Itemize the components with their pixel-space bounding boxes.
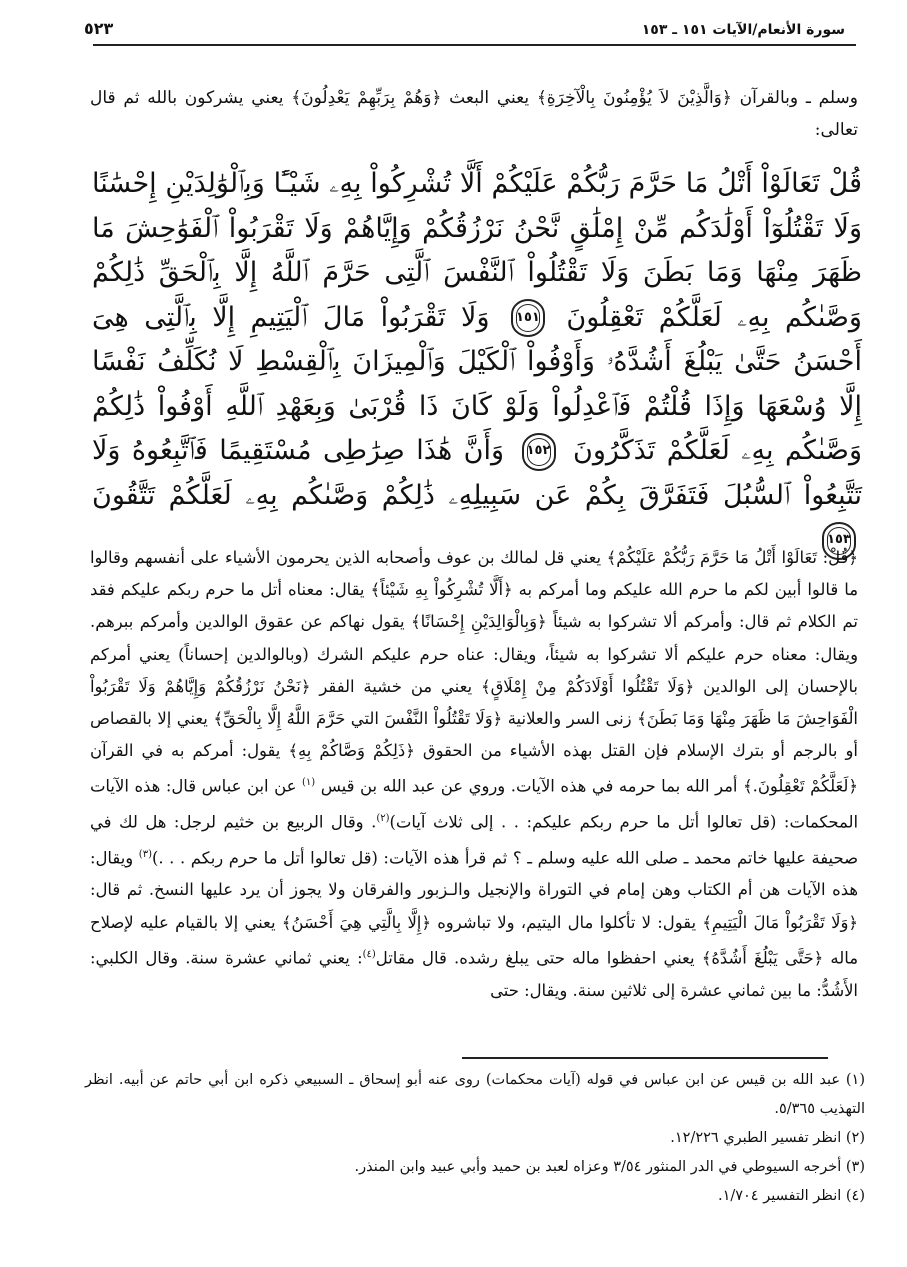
page-number: ٥٢٣ — [84, 19, 114, 38]
footnote-3: (٣) أخرجه السيوطي في الدر المنثور ٣/٥٤ وعزاه لعبد بن حميد وأبي عبيد وابن المنذر. — [354, 1159, 865, 1175]
page-header — [70, 12, 845, 38]
intro-paragraph: وسلم ـ وبالقرآن ﴿وَالَّذِيْنَ لاَ يُؤْمِنُونَ بِالْآخِرَةِ﴾ يعني البعث ﴿وَهُمْ بِرَبِّهِمْ يَعْدِلُونَ﴾ يعني يشركون بالله ثم قال تعالى: — [90, 88, 858, 140]
verse-number: ١٥١ — [516, 309, 540, 325]
commentary-paragraph — [90, 542, 858, 1007]
commentary-text: . وقال الربيع بن خثيم لرجل: هل لك في صحيفة عليها خاتم محمد ـ صلى الله عليه وسلم ـ ؟ ثم قرأ هذه الآيات: (قل تعالوا أتل ما حرم ربكم . . .) — [90, 812, 858, 868]
footnote-2: (٢) انظر تفسير الطبري ١٢/٢٢٦. — [670, 1130, 865, 1146]
commentary-text: : يعني ثماني عشرة سنة. وقال الكلبي: الأَشُدُّ: ما بين ثماني عشرة إلى ثلاثين سنة. ويقال: حتى — [90, 948, 858, 1000]
footnote-ref[interactable]: (٤) — [362, 948, 376, 960]
verse-number-marker — [522, 433, 556, 471]
verse-152-text: وَلَا تَقْرَبُواْ مَالَ ٱلْيَتِيمِ إِلَّا بِٱلَّتِى هِىَ أَحْسَنُ حَتَّىٰ يَبْلُغَ أَشُدَّهُۥ وَأَوْفُواْ ٱلْكَيْلَ وَٱلْمِيزَانَ بِٱلْقِسْطِ لَا نُكَلِّفُ نَفْسًا إِلَّا وُسْعَهَا وَإِذَا قُلْتُمْ فَٱعْدِلُواْ وَلَوْ كَانَ ذَا قُرْبَىٰ وَبِعَهْدِ ٱللَّهِ أَوْفُواْ ذَٰلِكُمْ وَصَّىٰكُم بِهِۦ لَعَلَّكُمْ تَذَكَّرُونَ — [92, 301, 862, 466]
footnote-ref[interactable]: (٢) — [376, 813, 390, 825]
footnote-1: (١) عبد الله بن قيس عن ابن عباس في قوله (آيات محكمات) روى عنه أبو إسحاق ـ السبيعي ذكره ابن أبي حاتم عن أبيه. انظر التهذيب ٥/٣٦٥. — [85, 1072, 865, 1117]
tafsir-commentary — [90, 542, 858, 1007]
footnote-divider — [462, 1057, 828, 1059]
verse-153-text: وَأَنَّ هَٰذَا صِرَٰطِى مُسْتَقِيمًا فَٱتَّبِعُوهُ وَلَا تَتَّبِعُواْ ٱلسُّبُلَ فَتَفَرَّقَ بِكُمْ عَن سَبِيلِهِۦ ذَٰلِكُمْ وَصَّىٰكُم بِهِۦ لَعَلَّكُمْ تَتَّقُونَ — [92, 435, 862, 511]
running-title: سورة الأنعام/الآيات ١٥١ ـ ١٥٣ — [641, 22, 845, 38]
commentary-text: ويقال: هذه الآيات هن أم الكتاب وهن إمام في التوراة والإنجيل والـزبور والفرقان ولا يجوز أن يرد عليها النسخ. ثم قال: ﴿وَلَا تَقْرَبُواْ مَالَ الْيَتِيمِ﴾ يقول: لا تأكلوا مال اليتيم، ولا تباشروه ﴿إِلَّا بِالَّتِي هِيَ أَحْسَنُ﴾ يعني إلا بالقيام عليه لإصلاح ماله ﴿حَتَّى يَبْلُغَ أَشُدَّهُ﴾ يعني احفظوا ماله حتى يبلغ رشده. قال مقاتل — [90, 848, 858, 968]
footnote-ref[interactable]: (٣) — [138, 848, 152, 860]
footnote-4: (٤) انظر التفسير ١/٧٠٤. — [717, 1188, 865, 1204]
header-divider — [93, 44, 856, 46]
commentary-text: عن ابن عباس قال: هذه الآيات المحكمات: (قل تعالوا أتل ما حرم ربكم عليكم: . . إلى ثلاث آيات) — [90, 776, 858, 832]
verse-number: ١٥٣ — [827, 532, 851, 548]
footnote-ref[interactable]: (١) — [301, 777, 316, 789]
verse-number: ١٥٢ — [526, 443, 551, 459]
commentary-text: ﴿قُلْ: تَعَالَوْا أَتْلُ مَا حَرَّمَ رَبُّكُمْ عَلَيْكُمْ﴾ يعني قل لمالك بن عوف وأصحابه الذين يحرمون الأشياء على أنفسهم وقالوا ما قالوا أبين لكم ما حرم الله عليكم وما أمركم به ﴿أَلَّا تُشْرِكُواْ بِهِ شَيْئاً﴾ يقال: معناه أتل ما حرم ربكم عليكم فقد تم الكلام ثم قال: وأمركم ألا تشركوا به شيئاً ﴿وَبِالْوَالِدَيْنِ إِحْسَانًا﴾ يقول نهاكم عن عقوق الوالدين وأمركم ببرهم. ويقال: معناه حرم عليكم ألا تشركوا به شيئاً، ويقال: عناه حرم عليكم الشرك (وبالوالدين إحساناً) يعني أمركم بالإحسان إلى الوالدين ﴿وَلَا تَقْتُلُوا أَوْلَادَكُمْ مِنْ إِمْلَاقٍ﴾ يعني من خشية الفقر ﴿نَحْنُ نَرْزُقُكُمْ وَإِيَّاهُمْ وَلَا تَقْرَبُواْ الْفَوَاحِشَ مَا ظَهَرَ مِنْهَا وَمَا بَطَنَ﴾ زنى السر والعلانية ﴿وَلَا تَقْتُلُواْ النَّفْسَ التي حَرَّمَ اللَّهُ إِلَّا بِالْحَقِّ﴾ يعني إلا بالقصاص أو بالرجم أو بترك الإسلام فإن القتل بهذه الأشياء من الحقوق ﴿ذَلِكُمْ وَصَّاكُمْ بِهِ﴾ يقول: أمركم به في القرآن ﴿لَعَلَّكُمْ تَعْقِلُونَ.﴾ أمر الله بما حرمه في هذه الآيات. وروي عن عبد الله بن قيس — [90, 548, 859, 796]
verse-number-marker — [511, 299, 545, 337]
footnotes — [85, 1066, 865, 1211]
quran-verses-block — [92, 162, 862, 563]
verse-151-text: قُلْ تَعَالَوْاْ أَتْلُ مَا حَرَّمَ رَبُّكُمْ عَلَيْكُمْ أَلَّا تُشْرِكُواْ بِهِۦ شَيْـًٔا وَبِٱلْوَٰلِدَيْنِ إِحْسَٰنًا وَلَا تَقْتُلُوٓاْ أَوْلَٰدَكُم مِّنْ إِمْلَٰقٍ نَّحْنُ نَرْزُقُكُمْ وَإِيَّاهُمْ وَلَا تَقْرَبُواْ ٱلْفَوَٰحِشَ مَا ظَهَرَ مِنْهَا وَمَا بَطَنَ وَلَا تَقْتُلُواْ ٱلنَّفْسَ ٱلَّتِى حَرَّمَ ٱللَّهُ إِلَّا بِٱلْحَقِّ ذَٰلِكُمْ وَصَّىٰكُم بِهِۦ لَعَلَّكُمْ تَعْقِلُونَ — [92, 168, 862, 333]
